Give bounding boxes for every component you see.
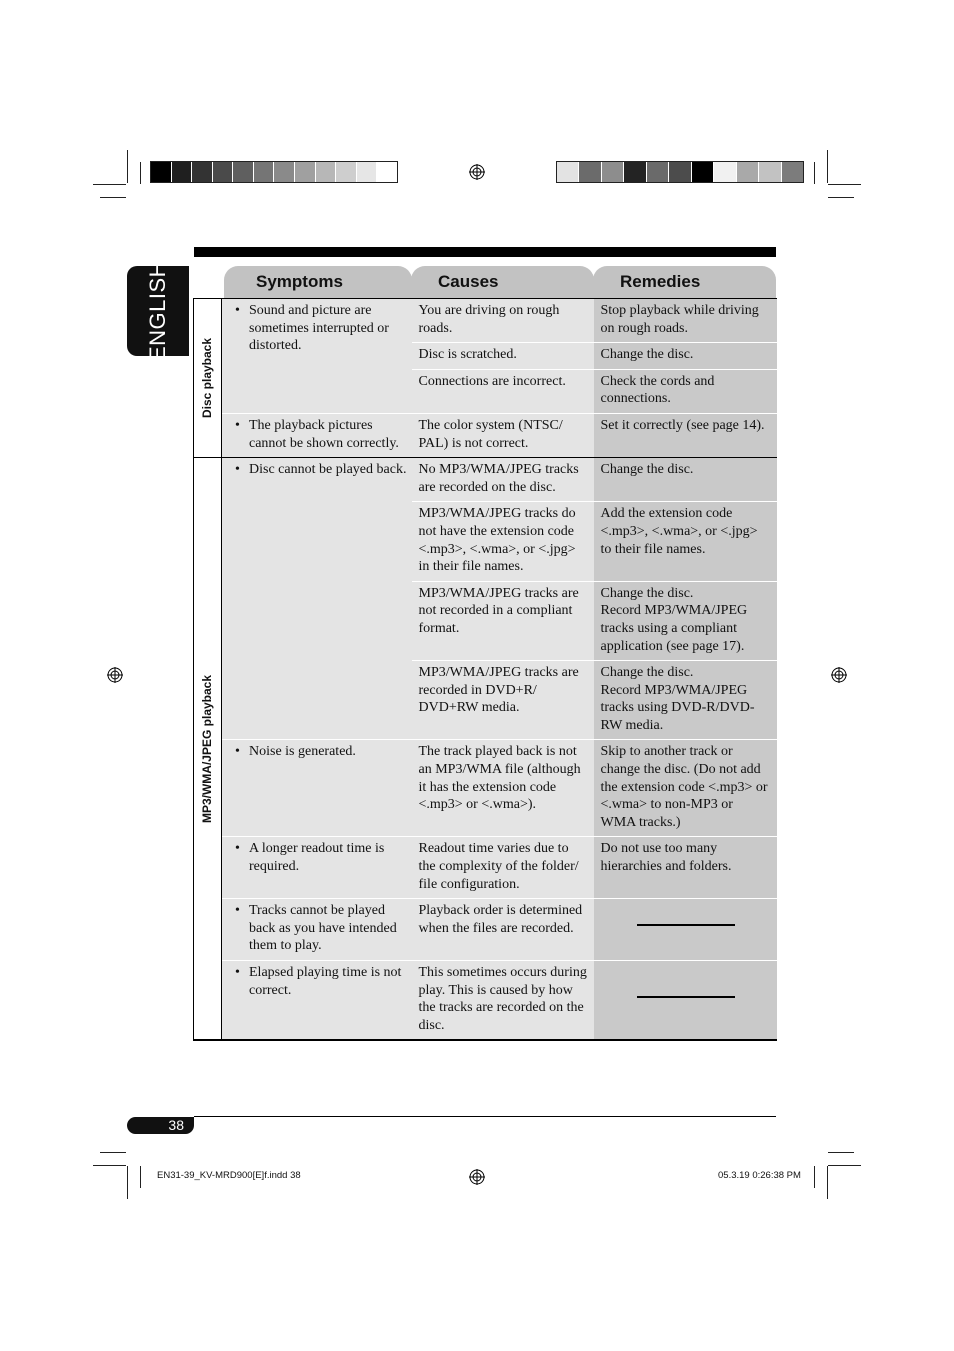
remedy-cell: Stop playback while driving on rough roads. <box>594 299 777 343</box>
symptom-text: The playback pictures cannot be shown correctly. <box>249 417 399 451</box>
header-causes <box>411 266 594 298</box>
remedy-cell: Do not use too many hierarchies and folders. <box>594 837 777 899</box>
color-swatch <box>357 162 378 182</box>
symptom-text: Elapsed playing time is not correct. <box>249 965 402 998</box>
table-row <box>194 899 777 961</box>
color-calibration-bar-right <box>556 161 804 183</box>
bullet: • <box>235 303 240 318</box>
bullet: • <box>235 965 240 980</box>
remedy-cell: Check the cords and connections. <box>594 369 777 413</box>
crop-mark <box>828 184 861 185</box>
remedy-cell: Change the disc. Record MP3/WMA/JPEG tracks using a compliant application (see page 17). <box>594 581 777 660</box>
symptom-cell <box>222 458 412 740</box>
remedy-cell: Skip to another track or change the disc. (Do not add the extension code <.mp3> or <.wma> to non-MP3 or WMA tracks.) <box>594 740 777 837</box>
cause-cell: Disc is scratched. <box>412 343 594 370</box>
color-swatch <box>714 162 736 182</box>
footer-rule <box>194 1116 776 1117</box>
symptom-text: A longer readout time is required. <box>249 841 385 875</box>
symptom-cell <box>222 413 412 457</box>
remedy-cell: Change the disc. Record MP3/WMA/JPEG tracks using DVD-R/DVD-RW media. <box>594 661 777 740</box>
bullet: • <box>235 744 240 760</box>
symptom-text: Sound and picture are sometimes interrupted or distorted. <box>249 303 389 354</box>
color-swatch <box>254 162 275 182</box>
table-row <box>194 837 777 899</box>
cause-cell: MP3/WMA/JPEG tracks do not have the extension code <.mp3>, <.wma>, or <.jpg> in their file names. <box>412 502 594 581</box>
color-swatch <box>172 162 193 182</box>
color-swatch <box>151 162 172 182</box>
color-swatch <box>557 162 579 182</box>
registration-target-icon <box>831 667 847 683</box>
crop-mark <box>814 162 815 184</box>
remedy-cell: Change the disc. <box>594 458 777 502</box>
header-remedies <box>593 266 776 298</box>
troubleshooting-table <box>193 298 777 1041</box>
language-tab <box>127 260 189 362</box>
symptom-cell <box>222 740 412 837</box>
crop-mark <box>140 162 141 184</box>
symptom-text: Noise is generated. <box>249 744 356 760</box>
crop-mark <box>127 1166 128 1199</box>
table-row <box>194 961 777 1041</box>
page-number: 38 <box>127 1117 194 1134</box>
color-swatch <box>233 162 254 182</box>
cause-cell: MP3/WMA/JPEG tracks are recorded in DVD+R/ DVD+RW media. <box>412 661 594 740</box>
color-swatch <box>737 162 759 182</box>
symptom-text: Tracks cannot be played back as you have intended them to play. <box>249 903 397 954</box>
remedy-cell <box>594 899 777 961</box>
symptom-cell <box>222 961 412 1041</box>
symptom-cell <box>222 299 412 414</box>
color-swatch <box>316 162 337 182</box>
symptom-cell <box>222 837 412 899</box>
top-rule <box>194 247 776 257</box>
dash-placeholder <box>637 924 735 926</box>
color-swatch <box>274 162 295 182</box>
registration-target-icon <box>107 667 123 683</box>
color-swatch <box>295 162 316 182</box>
cause-cell: The track played back is not an MP3/WMA file (although it has the extension code <.mp3> or <.wma>). <box>412 740 594 837</box>
bullet: • <box>235 462 240 478</box>
crop-mark <box>140 1166 141 1188</box>
footer-file-info: EN31-39_KV-MRD900[E]f.indd 38 <box>157 1170 301 1181</box>
cause-cell: Connections are incorrect. <box>412 369 594 413</box>
language-label: ENGLISH <box>145 260 170 362</box>
bullet: • <box>235 417 240 433</box>
cause-cell: You are driving on rough roads. <box>412 299 594 343</box>
color-swatch <box>377 162 397 182</box>
registration-target-icon <box>469 164 485 180</box>
crop-mark <box>828 1152 854 1153</box>
color-swatch <box>669 162 691 182</box>
crop-mark <box>814 1166 815 1188</box>
header-symptoms <box>224 266 412 298</box>
color-swatch <box>602 162 624 182</box>
crop-mark <box>93 184 126 185</box>
color-swatch <box>213 162 234 182</box>
cause-cell: No MP3/WMA/JPEG tracks are recorded on the disc. <box>412 458 594 502</box>
bullet: • <box>235 903 240 919</box>
crop-mark <box>828 1165 861 1166</box>
table-row <box>194 458 777 502</box>
remedy-cell: Set it correctly (see page 14). <box>594 413 777 457</box>
color-swatch <box>692 162 714 182</box>
registration-target-icon <box>469 1169 485 1185</box>
remedy-cell: Add the extension code <.mp3>, <.wma>, or <.jpg> to their file names. <box>594 502 777 581</box>
crop-mark <box>100 1152 126 1153</box>
category-label: Disc playback <box>199 338 214 419</box>
crop-mark <box>827 1166 828 1199</box>
table-row <box>194 299 777 343</box>
symptom-cell <box>222 899 412 961</box>
category-disc-playback <box>194 299 222 458</box>
dash-placeholder <box>637 996 735 998</box>
cause-cell: MP3/WMA/JPEG tracks are not recorded in a compliant format. <box>412 581 594 660</box>
bullet: • <box>235 841 240 857</box>
remedy-cell: Change the disc. <box>594 343 777 370</box>
table-row <box>194 740 777 837</box>
color-swatch <box>759 162 781 182</box>
crop-mark <box>93 1165 126 1166</box>
cause-cell: Readout time varies due to the complexity of the folder/ file configuration. <box>412 837 594 899</box>
category-mp3-playback <box>194 458 222 1041</box>
color-swatch <box>782 162 803 182</box>
cause-cell: This sometimes occurs during play. This is caused by how the tracks are recorded on the disc. <box>412 961 594 1041</box>
crop-mark <box>127 150 128 183</box>
color-swatch <box>647 162 669 182</box>
category-label: MP3/WMA/JPEG playback <box>199 674 214 823</box>
crop-mark <box>100 197 126 198</box>
header-causes-label: Causes <box>438 272 499 291</box>
header-remedies-label: Remedies <box>620 272 701 291</box>
remedy-cell <box>594 961 777 1041</box>
color-calibration-bar-left <box>150 161 398 183</box>
footer-date-info: 05.3.19 0:26:38 PM <box>718 1170 801 1181</box>
table-row <box>194 413 777 457</box>
crop-mark <box>828 197 854 198</box>
crop-mark <box>827 150 828 183</box>
color-swatch <box>336 162 357 182</box>
header-symptoms-label: Symptoms <box>256 272 343 291</box>
symptom-text: Disc cannot be played back. <box>249 462 407 478</box>
cause-cell: Playback order is determined when the files are recorded. <box>412 899 594 961</box>
cause-cell: The color system (NTSC/ PAL) is not correct. <box>412 413 594 457</box>
color-swatch <box>624 162 646 182</box>
color-swatch <box>579 162 601 182</box>
color-swatch <box>192 162 213 182</box>
